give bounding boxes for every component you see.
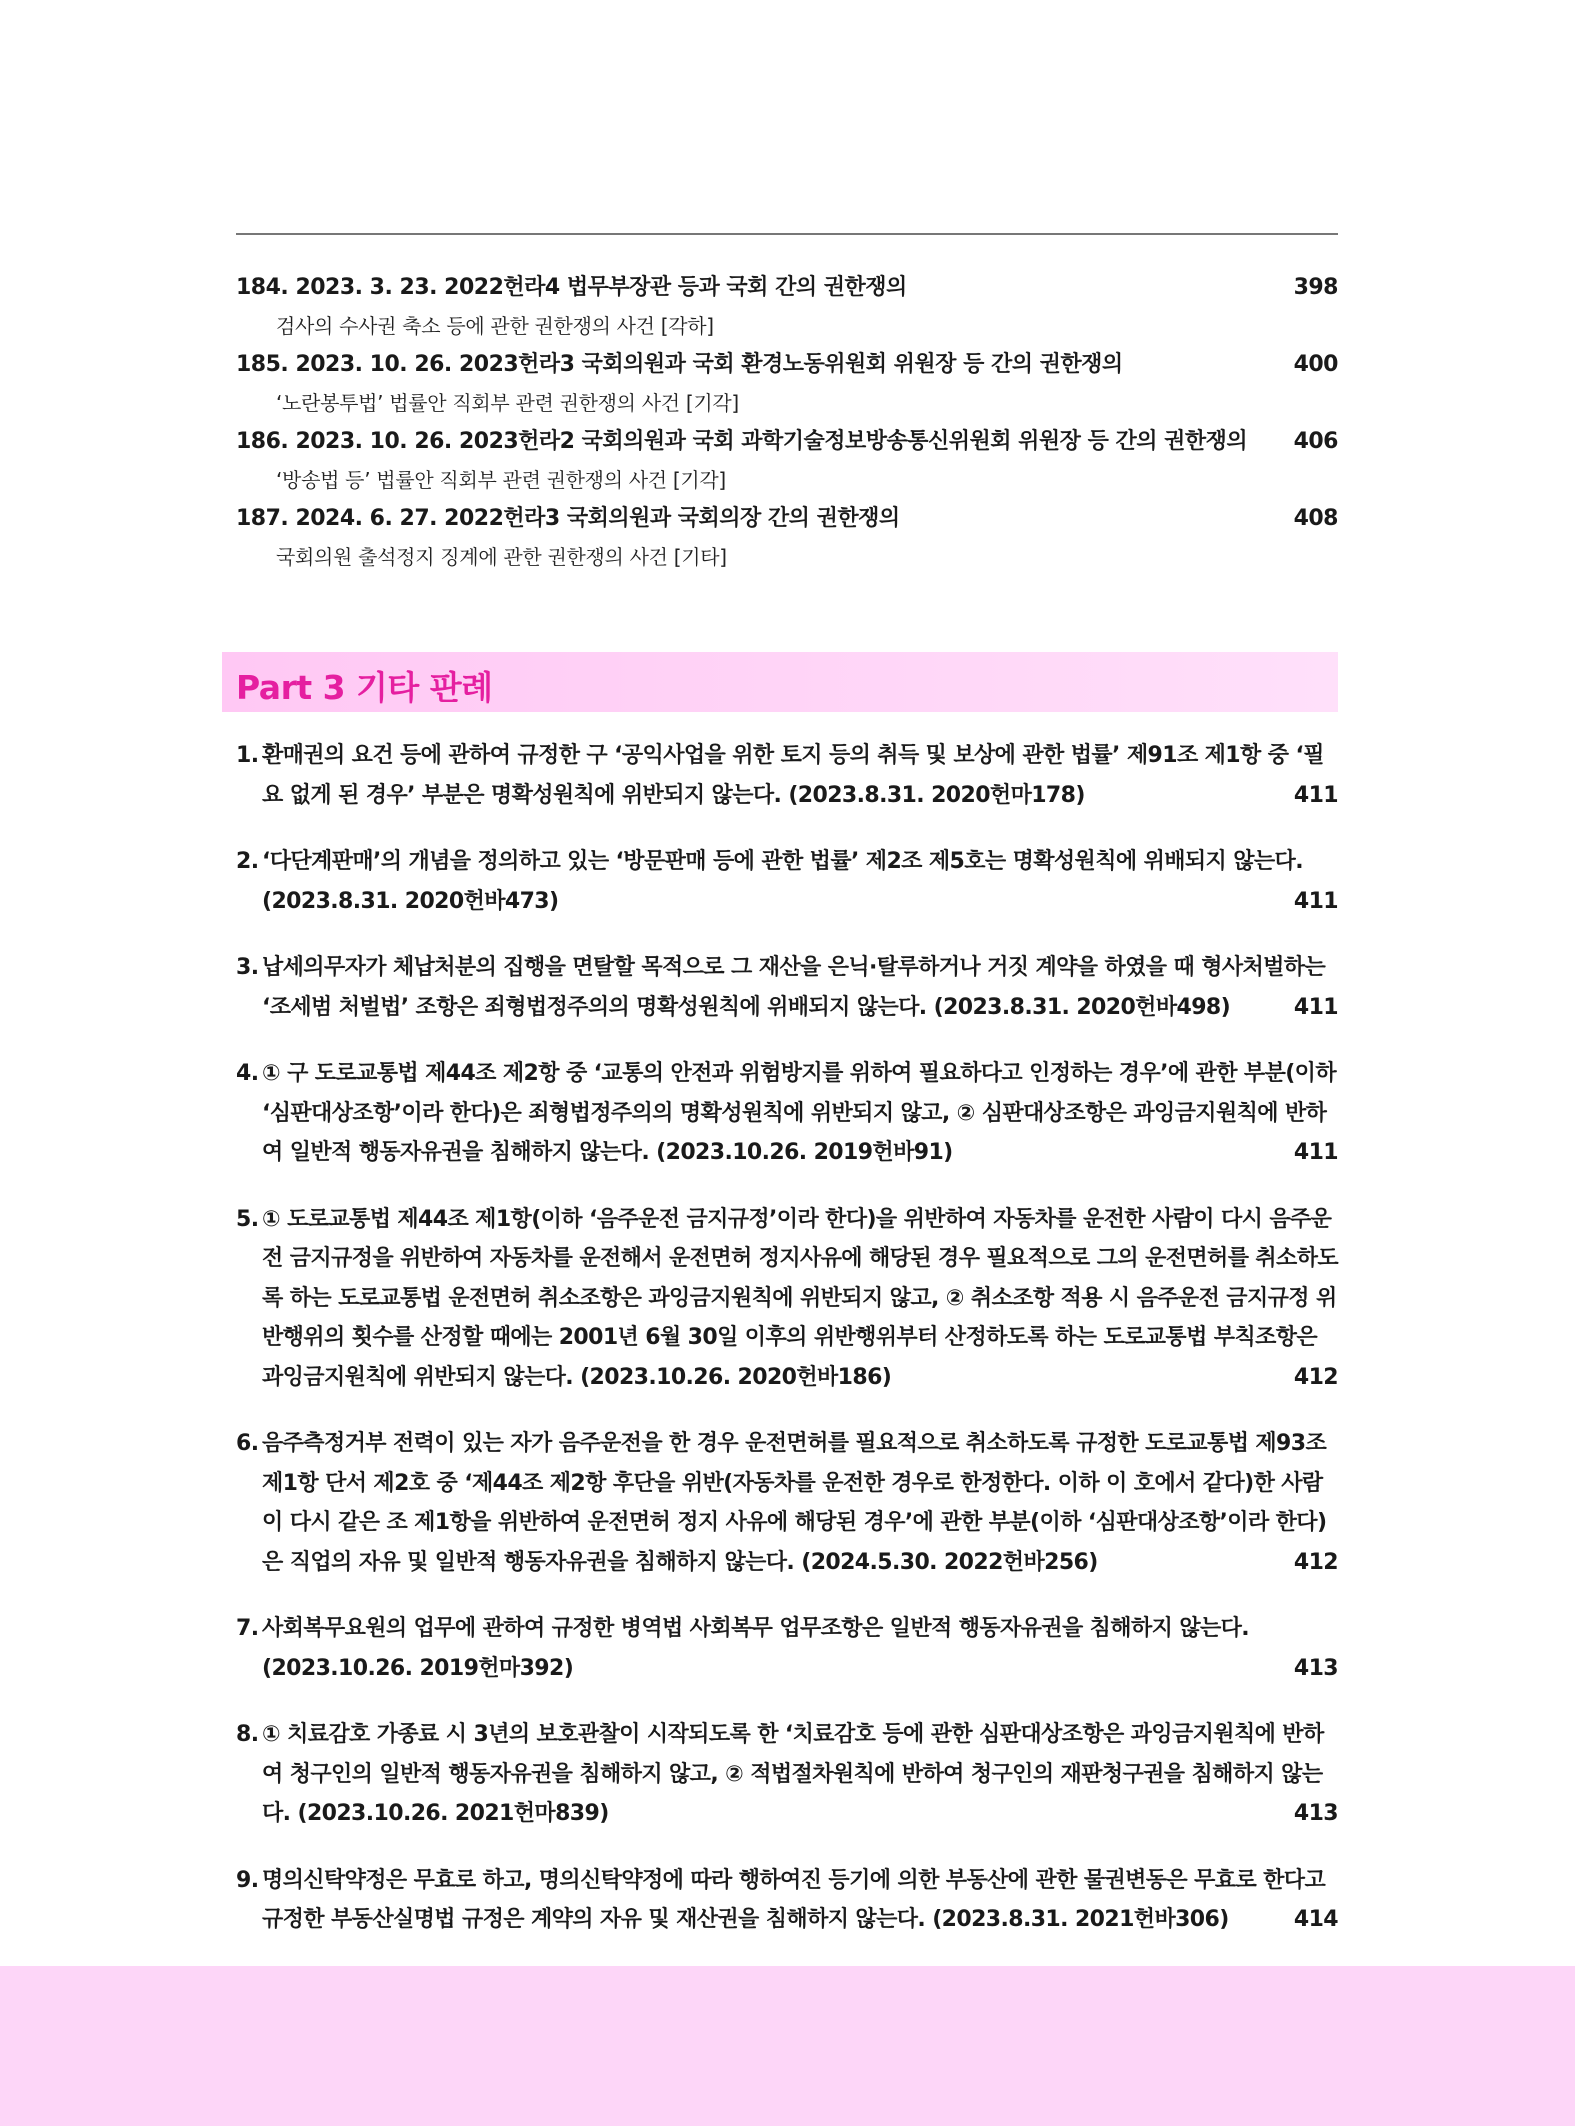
case-text: 음주측정거부 전력이 있는 자가 음주운전을 한 경우 운전면허를 필요적으로 취소하도록 규정한 도로교통법 제93조 제1항 단서 제2호 중 ‘제44조 제2항 후단을 위반(자동차를 운전한 경우로 한정한다. 이하 이 호에서 같다)한 사람이 다시 같은 조 제1항을 위반하여 운전면허 정지 사유에 해당된 경우’에 관한 부분(이하 ‘심판대상조항’이라 한다)은 직업의 자유 및 일반적 행동자유권을 침해하지 않는다. (262, 1431, 1327, 1575)
toc-entry (236, 499, 1338, 576)
case-list (236, 736, 1338, 1967)
case-page: 412 (1293, 1549, 1338, 1575)
header-divider (236, 233, 1338, 235)
case-item[interactable] (236, 1715, 1338, 1834)
case-text: 사회복무요원의 업무에 관하여 규정한 병역법 사회복무 업무조항은 일반적 행동자유권을 침해하지 않는다. (262, 1616, 1250, 1641)
case-page: 414 (1293, 1907, 1338, 1932)
case-text: ① 치료감호 가종료 시 3년의 보호관찰이 시작되도록 한 ‘치료감호 등에 관한 심판대상조항은 과잉금지원칙에 반하여 청구인의 일반적 행동자유권을 침해하지 않고, ② 적법절차원칙에 반하여 청구인의 재판청구권을 침해하지 않는다. (262, 1722, 1324, 1826)
toc-list (236, 268, 1338, 576)
case-number: 2. (236, 849, 259, 874)
case-number: 3. (236, 955, 259, 980)
case-page: 411 (1293, 888, 1338, 914)
case-page: 413 (1293, 1655, 1338, 1681)
part-banner (222, 652, 1338, 712)
case-text: 납세의무자가 체납처분의 집행을 면탈할 목적으로 그 재산을 은닉·탈루하거나 거짓 계약을 하였을 때 형사처벌하는 ‘조세범 처벌법’ 조항은 죄형법정주의의 명확성원칙에 위배되지 않는다. (262, 955, 1326, 1020)
toc-entry-page: 400 (1293, 352, 1338, 377)
case-number: 9. (236, 1867, 259, 1893)
toc-entry-subtitle: ‘노란봉투법’ 법률안 직회부 관련 권한쟁의 사건 [기각] (276, 391, 739, 415)
toc-entry-subtitle: 국회의원 출석정지 징계에 관한 권한쟁의 사건 [기타] (276, 545, 727, 569)
toc-entry (236, 268, 1338, 345)
case-number: 5. (236, 1206, 259, 1232)
toc-entry-title[interactable]: 186. 2023. 10. 26. 2023헌라2 국회의원과 국회 과학기술정보방송통신위원회 위원장 등 간의 권한쟁의 (236, 429, 1248, 454)
case-reference: (2023.10.26. 2019헌마392) (262, 1655, 574, 1681)
case-reference: (2023.8.31. 2020헌마178) (788, 782, 1085, 808)
case-text: ‘다단계판매’의 개념을 정의하고 있는 ‘방문판매 등에 관한 법률’ 제2조 제5호는 명확성원칙에 위배되지 않는다. (262, 849, 1303, 874)
case-page: 411 (1293, 782, 1338, 808)
case-item[interactable] (236, 948, 1338, 1027)
case-item[interactable] (236, 1424, 1338, 1582)
case-text: ① 구 도로교통법 제44조 제2항 중 ‘교통의 안전과 위험방지를 위하여 필요하다고 인정하는 경우’에 관한 부분(이하 ‘심판대상조항’이라 한다)은 죄형법정주의의 명확성원칙에 위반되지 않고, ② 심판대상조항은 과잉금지원칙에 반하여 일반적 행동자유권을 침해하지 않는다. (262, 1061, 1336, 1165)
case-reference: (2023.10.26. 2020헌바186) (580, 1364, 892, 1390)
case-reference: (2023.10.26. 2021헌마839) (297, 1801, 609, 1826)
toc-entry-page: 406 (1293, 429, 1338, 454)
case-text: 명의신탁약정은 무효로 하고, 명의신탁약정에 따라 행하여진 등기에 의한 부동산에 관한 물권변동은 무효로 한다고 규정한 부동산실명법 규정은 계약의 자유 및 재산권을 침해하지 않는다. (262, 1867, 1326, 1932)
toc-entry-title[interactable]: 185. 2023. 10. 26. 2023헌라3 국회의원과 국회 환경노동위원회 위원장 등 간의 권한쟁의 (236, 352, 1123, 377)
case-reference: (2023.8.31. 2020헌바498) (933, 994, 1231, 1020)
case-item[interactable] (236, 1609, 1338, 1688)
case-item[interactable] (236, 842, 1338, 921)
case-item[interactable] (236, 1054, 1338, 1173)
case-item[interactable] (236, 1861, 1338, 1940)
case-number: 1. (236, 743, 259, 768)
case-reference: (2023.8.31. 2020헌바473) (262, 888, 559, 914)
case-page: 411 (1293, 994, 1338, 1020)
case-page: 411 (1293, 1140, 1338, 1165)
case-reference: (2023.8.31. 2021헌바306) (932, 1907, 1229, 1932)
case-text: 환매권의 요건 등에 관하여 규정한 구 ‘공익사업을 위한 토지 등의 취득 및 보상에 관한 법률’ 제91조 제1항 중 ‘필요 없게 된 경우’ 부분은 명확성원칙에 위반되지 않는다. (262, 743, 1324, 808)
toc-entry-title[interactable]: 187. 2024. 6. 27. 2022헌라3 국회의원과 국회의장 간의 권한쟁의 (236, 506, 900, 531)
footer-band (0, 1966, 1575, 2126)
toc-entry-page: 408 (1293, 506, 1338, 531)
toc-entry (236, 345, 1338, 422)
case-reference: (2024.5.30. 2022헌바256) (801, 1549, 1098, 1575)
case-text: ① 도로교통법 제44조 제1항(이하 ‘음주운전 금지규정’이라 한다)을 위반하여 자동차를 운전한 사람이 다시 음주운전 금지규정을 위반하여 자동차를 운전해서 운전면허 정지사유에 해당된 경우 필요적으로 그의 운전면허를 취소하도록 하는 도로교통법 운전면허 취소조항은 과잉금지원칙에 위반되지 않고, ② 취소조항 적용 시 음주운전 금지규정 위반행위의 횟수를 산정할 때에는 2001년 6월 30일 이후의 위반행위부터 산정하도록 하는 도로교통법 부칙조항은 과잉금지원칙에 위반되지 않는다. (262, 1206, 1339, 1390)
toc-entry-page: 398 (1293, 275, 1338, 300)
case-number: 8. (236, 1722, 259, 1747)
case-number: 4. (236, 1061, 259, 1086)
toc-entry-subtitle: 검사의 수사권 축소 등에 관한 권한쟁의 사건 [각하] (276, 314, 714, 338)
case-page: 412 (1293, 1364, 1338, 1390)
case-reference: (2023.10.26. 2019헌바91) (656, 1140, 953, 1165)
toc-entry (236, 422, 1338, 499)
case-page: 413 (1293, 1801, 1338, 1826)
case-number: 6. (236, 1431, 259, 1456)
toc-entry-title[interactable]: 184. 2023. 3. 23. 2022헌라4 법무부장관 등과 국회 간의 권한쟁의 (236, 275, 907, 300)
case-item[interactable] (236, 736, 1338, 815)
part-title: Part 3 기타 판례 (236, 668, 493, 707)
case-item[interactable] (236, 1200, 1338, 1398)
toc-entry-subtitle: ‘방송법 등’ 법률안 직회부 관련 권한쟁의 사건 [기각] (276, 468, 726, 492)
case-number: 7. (236, 1616, 259, 1641)
